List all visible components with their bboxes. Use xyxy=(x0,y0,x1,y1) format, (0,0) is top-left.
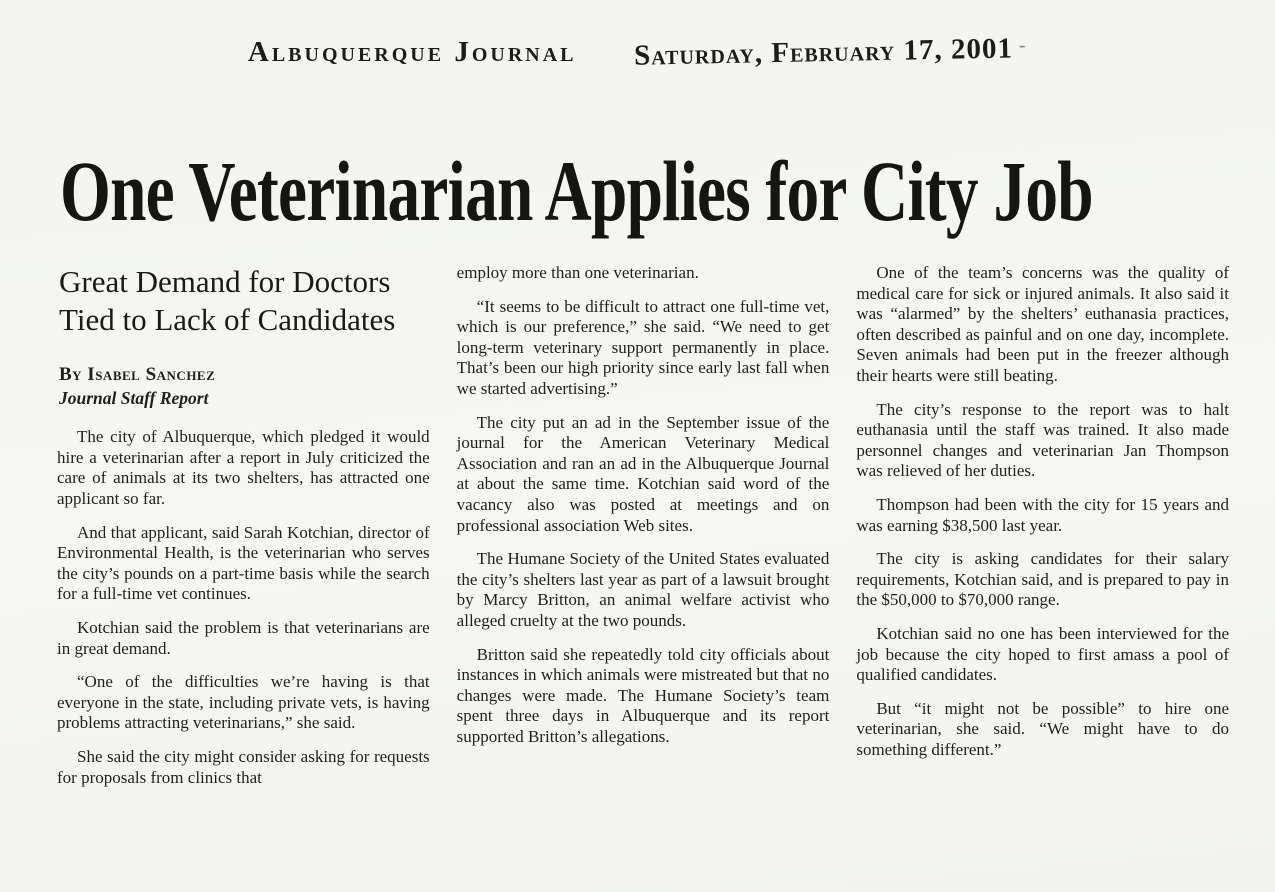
byline-author: By Isabel Sanchez xyxy=(59,364,216,385)
byline-credit: Journal Staff Report xyxy=(59,387,209,408)
issue-date xyxy=(634,32,1027,73)
article-paragraph: Kotchian said no one has been interviewed for the job because the city hoped to first amass a pool of qualified candidates. xyxy=(856,623,1230,685)
article-paragraph: employ more than one veterinarian. xyxy=(456,263,699,282)
article-column-1 xyxy=(57,263,430,801)
article-paragraph: “One of the difficulties we’re having is that everyone in the state, including private vets, is having problems attracting veterinarians,” she said. xyxy=(57,672,430,733)
paper-name: Albuquerque Journal xyxy=(247,36,577,68)
article-columns xyxy=(57,263,1229,801)
article-paragraph: The city is asking candidates for their salary requirements, Kotchian said, and is prepared to pay in the $50,000 to $70,000 range. xyxy=(856,549,1230,610)
article-paragraph: She said the city might consider asking for requests for proposals from clinics that xyxy=(57,746,430,787)
subheadline xyxy=(59,263,430,338)
headline: One Veterinarian Applies for City Job xyxy=(60,143,1093,239)
article-paragraph: The Humane Society of the United States evaluated the city’s shelters last year as part of a lawsuit brought by Marcy Britton, an animal welfare activist who alleged cruelty at the two pounds. xyxy=(456,549,830,630)
article-paragraph: The city’s response to the report was to halt euthanasia until the staff was trained. It also made personnel changes and veterinarian Jan Thompson was relieved of her duties. xyxy=(856,399,1230,481)
article-paragraph: Thompson had been with the city for 15 years and was earning $38,500 last year. xyxy=(856,494,1230,535)
issue-date-text: Saturday, February 17, 2001 xyxy=(634,32,1014,72)
article-paragraph: “It seems to be difficult to attract one full-time vet, which is our preference,” she said. “We need to get long-term veterinary support permanently in place. That’s been our high priority since early last fall when we started advertising.” xyxy=(456,296,830,398)
article-paragraph: The city of Albuquerque, which pledged it would hire a veterinarian after a report in July criticized the care of animals at its two shelters, has attracted one applicant so far. xyxy=(57,427,430,508)
article-paragraph: The city put an ad in the September issue of the journal for the American Veterinary Medical Association and ran an ad in the Albuquerque Journal at about the same time. Kotchian said word of the vacancy also was posted at meetings and on professional association Web sites. xyxy=(456,412,830,535)
subheadline-line-1: Great Demand for Doctors xyxy=(59,264,391,299)
article-paragraph: One of the team’s concerns was the quality of medical care for sick or injured animals. It also said it was “alarmed” by the shelters’ euthanasia practices, often described as painful and on one day, incomplete. Seven animals had been put in the freezer although their hearts were still beating. xyxy=(856,263,1230,385)
article-paragraph: And that applicant, said Sarah Kotchian, director of Environmental Health, is the veterinarian who serves the city’s pounds on a part-time basis while the search for a full-time vet continues. xyxy=(57,522,430,604)
article-paragraph: But “it might not be possible” to hire one veterinarian, she said. “We might have to do something different.” xyxy=(856,698,1230,759)
article-paragraph: Kotchian said the problem is that veterinarians are in great demand. xyxy=(57,617,430,658)
article-column-3 xyxy=(856,263,1229,801)
scan-artifact-mark: - xyxy=(1019,34,1028,57)
article-column-2 xyxy=(457,263,830,801)
subheadline-line-2: Tied to Lack of Candidates xyxy=(59,301,396,337)
byline xyxy=(59,365,430,408)
masthead xyxy=(0,32,1275,72)
article-paragraph: Britton said she repeatedly told city officials about instances in which animals were mistreated but that no changes were made. The Humane Society’s team spent three days in Albuquerque and its report supported Britton’s allegations. xyxy=(456,644,830,746)
